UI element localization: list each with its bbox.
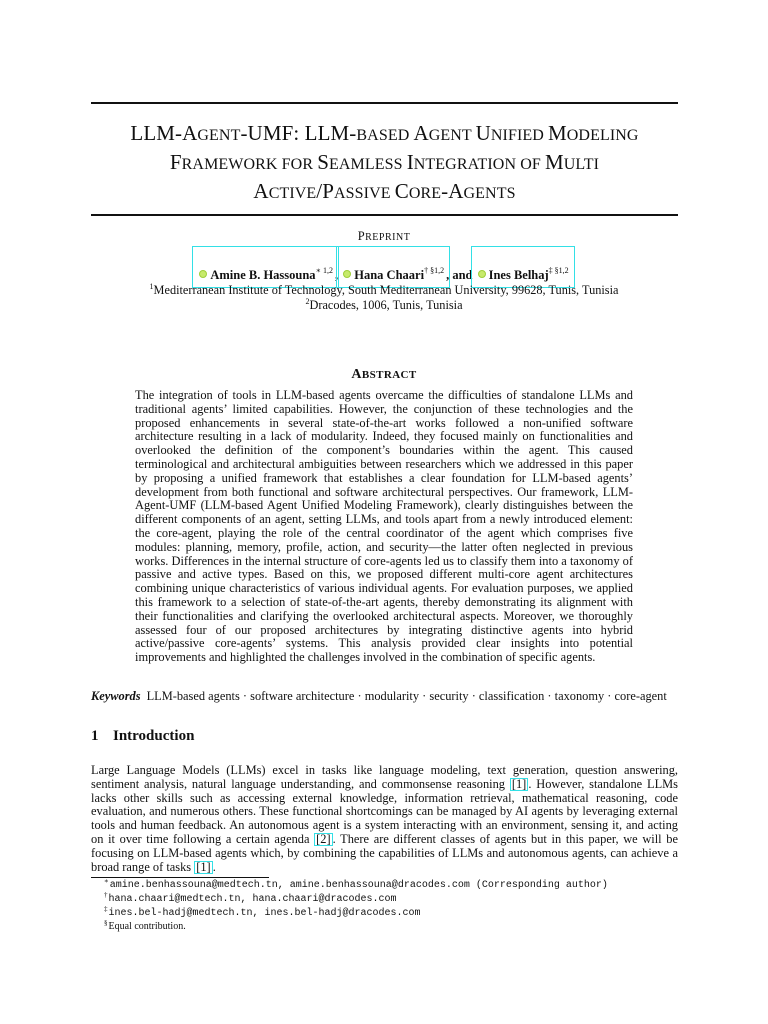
- section-heading: [91, 728, 194, 745]
- footnote-rule: [91, 877, 269, 878]
- author-marks: ∗ 1,2: [315, 266, 333, 275]
- title-top-rule: [91, 102, 678, 104]
- affiliation: [0, 283, 768, 298]
- affiliation-text: Mediterranean Institute of Technology, South Mediterranean University, 99628, Tunis, Tunisia: [153, 283, 619, 297]
- title-text: ORE: [408, 185, 442, 202]
- title-text: GENT: [197, 127, 241, 144]
- author-separator: ,: [335, 268, 339, 282]
- title-text: ASSIVE: [334, 185, 395, 202]
- title-line-1: [91, 120, 678, 149]
- keywords: [91, 689, 691, 703]
- title-text: M: [544, 150, 564, 174]
- title-text: I: [406, 150, 414, 174]
- intro-text: . However, standalone LLMs lacks other skills such as accessing external knowledge, information retrieval, mathematical reasoning, code evaluation, and numerous others. These functional shortcomings can be managed by AI agents by leveraging external tools and human feedback. An autonomous agent is a system interacting with an environment, sensing it, and acting on it over time following a certain agenda: [91, 776, 679, 846]
- author-name: Hana Chaari: [354, 268, 425, 282]
- title-text: GENTS: [463, 185, 516, 202]
- abstract-heading: [0, 367, 768, 383]
- title-text: A: [413, 121, 429, 145]
- abstract-heading-rest: BSTRACT: [361, 369, 417, 381]
- abstract-body: The integration of tools in LLM-based agents overcame the difficulties of standalone LLMs and traditional agents’ limited capabilities. However, the conjunction of these technologies and the proposed enhancements in several state-of-the-art works followed a non-unified software architecture resulting in a lack of modularity. Indeed, they focused mainly on functionalities and overlooked the definition of the component’s boundaries within the agent. This caused terminological and architectural ambiguities between researchers which we addressed in this paper by proposing a unified framework that establishes a clear foundation for LLM-based agents’ development from both functional and software architectural perspectives. Our framework, LLM-Agent-UMF (LLM-based Agent Unified Modeling Framework), clearly distinguishes between the different components of an agent, setting LLMs, and tools apart from a newly introduced element: the core-agent, playing the role of the central coordinator of the agent which comprises five modules: planning, memory, profile, action, and security—the latter often neglected in previous works. Differences in the internal structure of core-agents led us to classify them into a taxonomy of passive and active types. Based on this, we proposed different multi-core agent architectures combining unique characteristics of various individual agents. For evaluation purposes, we applied this framework to a selection of state-of-the-art agents, thereby demonstrating its alignment with their functionalities and clarifying the overlooked architectural aspects. Moreover, we thoroughly assessed four of our proposed architectures by integrating distinctive agents into hybrid active/passive core-agents’ systems. This analysis provided clear insights into potential improvements and highlighted the challenges involved in the combination of specific agents.: [135, 388, 633, 665]
- intro-text: Large Language Models (LLMs) excel in tasks like language modeling, text generation, question answering, sentiment analysis, natural language understanding, and commonsense reasoning: [91, 763, 678, 791]
- introduction-paragraph: [91, 764, 678, 874]
- preprint-first-letter: P: [357, 229, 366, 243]
- title-bottom-rule: [91, 214, 678, 216]
- footnote-note: (Corresponding author): [469, 880, 608, 891]
- section-title: Introduction: [113, 728, 195, 744]
- title-text: LLM-A: [130, 121, 198, 145]
- title-text: S: [317, 150, 329, 174]
- author-name: Amine B. Hassouna: [210, 268, 316, 282]
- footnote-email[interactable]: ines.bel-hadj@medtech.tn, ines.bel-hadj@dracodes.com: [108, 908, 421, 919]
- section-number: 1: [91, 728, 99, 744]
- abstract-heading-first: A: [351, 367, 362, 382]
- title-text: NTEGRATION OF: [413, 156, 545, 173]
- title-text: EAMLESS: [328, 156, 407, 173]
- title-text: ULTI: [563, 156, 600, 173]
- title-text: RAMEWORK FOR: [181, 156, 318, 173]
- affiliation-number: 2: [305, 297, 310, 306]
- footnote: [104, 921, 186, 933]
- citation-link[interactable]: [2]: [316, 831, 331, 846]
- author-marks: ‡ §1,2: [548, 266, 569, 275]
- preprint-label: [0, 229, 768, 244]
- title-text: /P: [316, 179, 335, 203]
- footnote-mark: ∗: [104, 877, 109, 885]
- paper-title: [91, 120, 678, 207]
- title-text: BASED: [356, 127, 414, 144]
- orcid-icon[interactable]: [343, 270, 351, 278]
- title-text: NIFIED: [490, 127, 548, 144]
- citation-link[interactable]: [1]: [196, 859, 211, 874]
- title-text: ODELING: [566, 127, 639, 144]
- keywords-label: Keywords: [91, 689, 141, 703]
- title-text: -UMF: LLM-: [240, 121, 357, 145]
- preprint-rest: REPRINT: [365, 232, 411, 243]
- keywords-text: LLM-based agents · software architecture · modularity · security · classification · taxonomy · core-agent: [146, 689, 667, 703]
- title-text: M: [548, 121, 567, 145]
- author-marks: † §1,2: [424, 266, 445, 275]
- affiliation-text: Dracodes, 1006, Tunis, Tunisia: [309, 298, 463, 312]
- footnote-text: Equal contribution.: [108, 921, 186, 932]
- footnote-mark: ‡: [104, 905, 108, 913]
- footnote: [104, 893, 397, 906]
- author-separator: , and: [446, 268, 473, 282]
- intro-text: .: [212, 859, 216, 874]
- title-text: CTIVE: [268, 185, 317, 202]
- title-text: C: [394, 179, 409, 203]
- footnote-email[interactable]: amine.benhassouna@medtech.tn, amine.benhassouna@dracodes.com: [109, 880, 470, 891]
- orcid-icon[interactable]: [478, 270, 486, 278]
- title-text: GENT: [428, 127, 476, 144]
- title-text: U: [475, 121, 491, 145]
- title-line-2: [91, 149, 678, 178]
- title-text: -A: [441, 179, 464, 203]
- author-name: Ines Belhaj: [488, 268, 549, 282]
- title-text: A: [253, 179, 269, 203]
- intro-text: . There are different classes of agents but in this paper, we will be focusing on LLM-based agents which, by combining the capabilities of LLMs and autonomous agents, can achieve a broad range of tasks: [91, 831, 678, 874]
- affiliation-number: 1: [149, 282, 154, 291]
- footnote-mark: §: [104, 919, 108, 927]
- orcid-icon[interactable]: [199, 270, 207, 278]
- footnote-email[interactable]: hana.chaari@medtech.tn, hana.chaari@dracodes.com: [108, 894, 397, 905]
- footnote-mark: †: [104, 891, 108, 899]
- footnote: [104, 907, 421, 920]
- title-text: F: [169, 150, 182, 174]
- title-line-3: [91, 178, 678, 207]
- citation-link[interactable]: [1]: [511, 776, 527, 791]
- affiliation: [0, 298, 768, 313]
- footnote: [104, 879, 608, 892]
